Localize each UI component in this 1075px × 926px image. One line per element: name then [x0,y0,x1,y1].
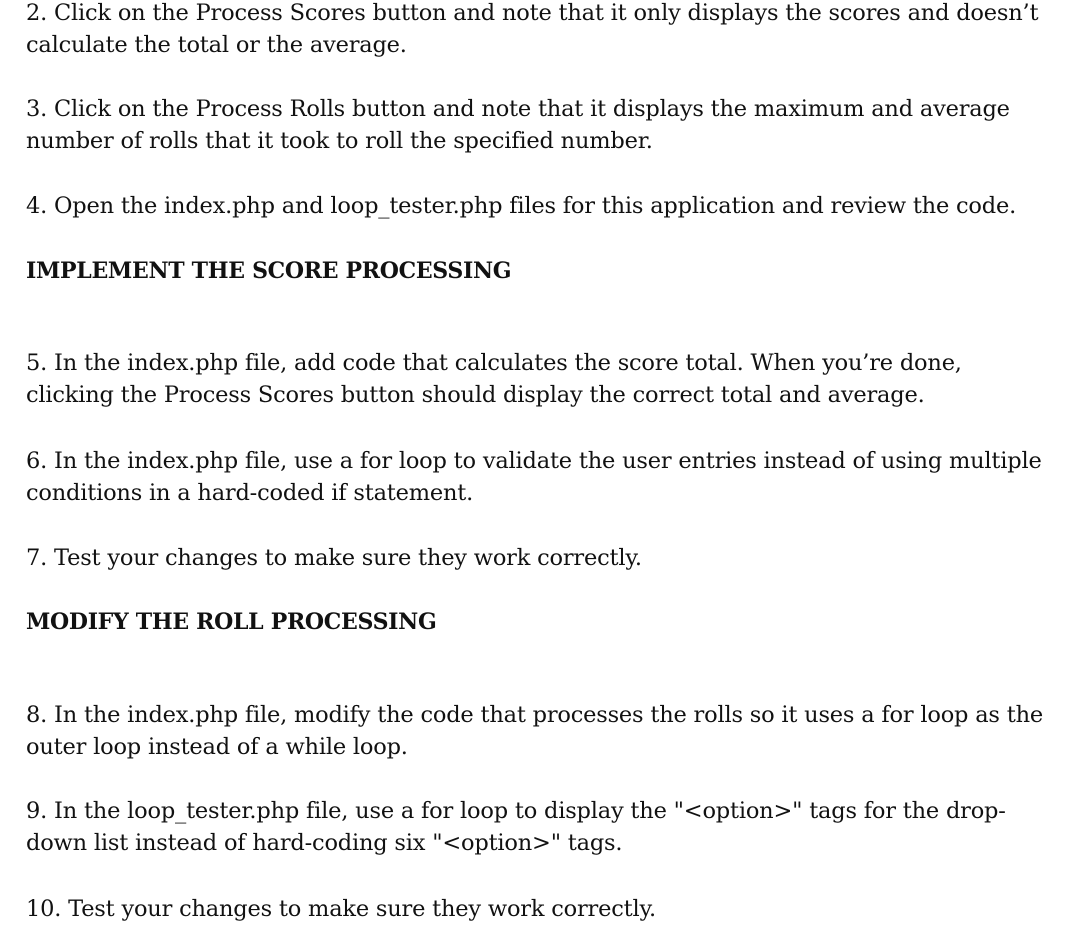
step-5-line-2: clicking the Process Scores button should display the correct total and average. [26,382,925,408]
step-3-paragraph [26,93,1010,157]
step-2-paragraph [26,0,1038,61]
section-heading-roll-processing: MODIFY THE ROLL PROCESSING [26,609,437,635]
section-heading-score-processing: IMPLEMENT THE SCORE PROCESSING [26,258,512,284]
step-7-line-1: 7. Test your changes to make sure they work correctly. [26,545,642,571]
step-4-paragraph [26,190,1016,222]
step-2-line-1: 2. Click on the Process Scores button and note that it only displays the scores and doesn’t [26,0,1039,26]
step-8-line-2: outer loop instead of a while loop. [26,734,408,760]
step-5-paragraph [26,347,962,411]
step-5-line-1: 5. In the index.php file, add code that calculates the score total. When you’re done, [26,350,962,376]
step-8-line-1: 8. In the index.php file, modify the code that processes the rolls so it uses a for loop as the [26,702,1043,728]
step-8-paragraph [26,699,1043,763]
step-3-line-2: number of rolls that it took to roll the specified number. [26,128,653,154]
step-6-line-2: conditions in a hard-coded if statement. [26,480,474,506]
step-7-paragraph [26,542,642,574]
step-9-paragraph [26,795,1006,859]
step-2-line-2: calculate the total or the average. [26,32,407,58]
step-4-line-1: 4. Open the index.php and loop_tester.php files for this application and review the code. [26,193,1017,219]
step-9-line-1: 9. In the loop_tester.php file, use a for loop to display the "<option>" tags for the drop- [26,798,1006,824]
step-6-line-1: 6. In the index.php file, use a for loop to validate the user entries instead of using multiple [26,448,1042,474]
step-3-line-1: 3. Click on the Process Rolls button and note that it displays the maximum and average [26,96,1010,122]
step-6-paragraph [26,445,1042,509]
step-10-paragraph [26,893,656,925]
step-10-line-1: 10. Test your changes to make sure they work correctly. [26,896,656,922]
step-9-line-2: down list instead of hard-coding six "<option>" tags. [26,830,623,856]
